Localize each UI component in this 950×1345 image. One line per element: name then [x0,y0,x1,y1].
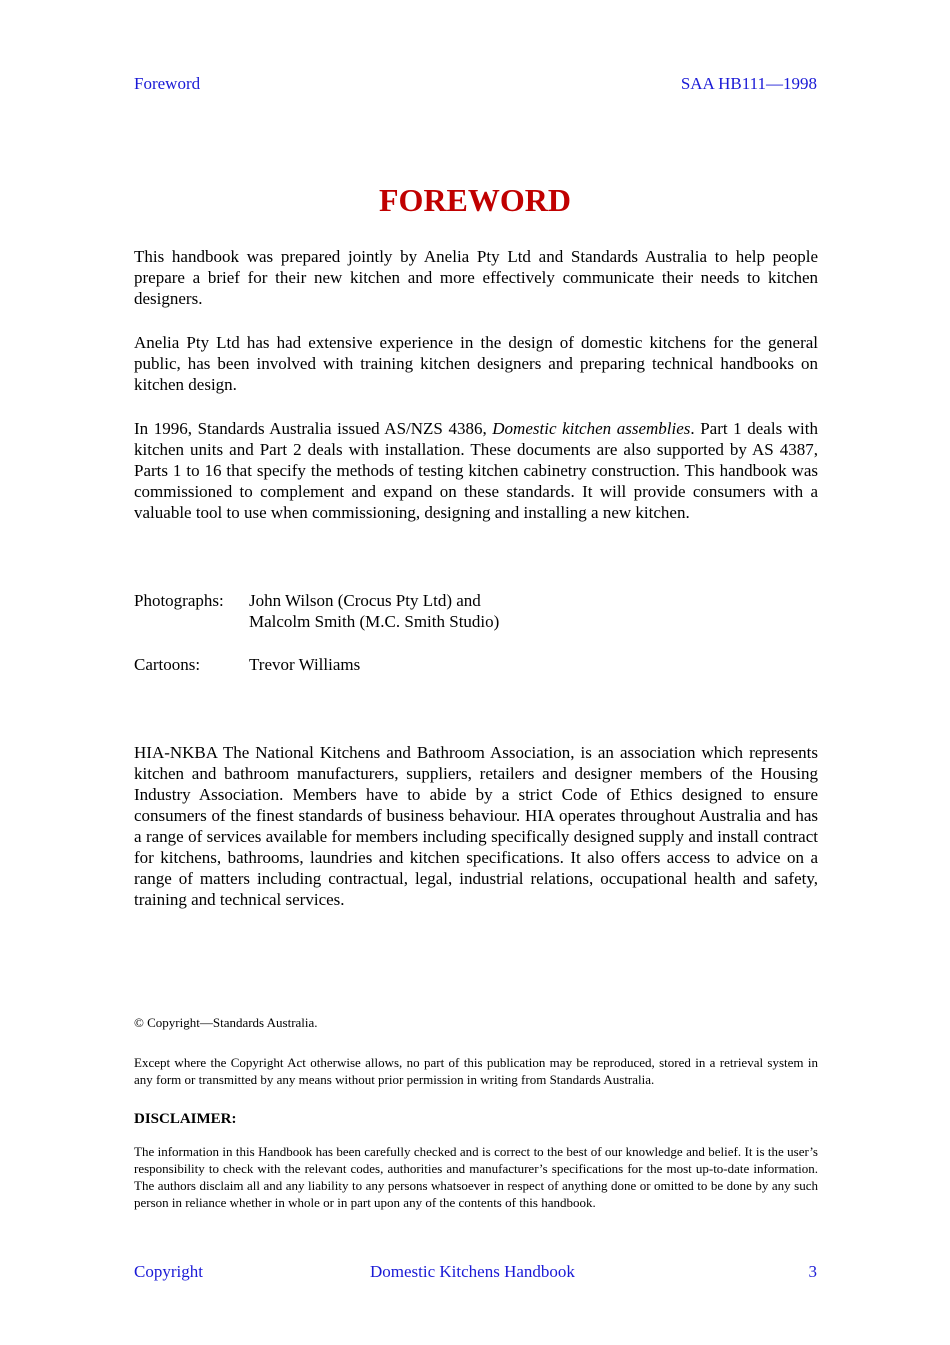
photographs-label: Photographs: [134,591,224,610]
footer-page-number-link[interactable]: 3 [808,1262,817,1281]
foreword-paragraph-1: This handbook was prepared jointly by Anelia Pty Ltd and Standards Australia to help people prepare a brief for their new kitchen and more effectively communicate their needs to kitchen designers. [134,247,818,308]
foreword-paragraph-2: Anelia Pty Ltd has had extensive experience in the design of domestic kitchens for the general public, has been involved with training kitchen designers and preparing technical handbooks on kitchen design. [134,333,818,394]
cartoons-credit [134,654,360,675]
foreword-paragraph-3 [134,418,818,523]
footer-handbook-title-link[interactable]: Domestic Kitchens Handbook [370,1262,575,1281]
hia-nkba-paragraph: HIA-NKBA The National Kitchens and Bathroom Association, is an association which represents kitchen and bathroom manufacturers, suppliers, retailers and designer members of the Housing Industry Association. Members have to abide by a strict Code of Ethics designed to ensure consumers of the finest standards of business behaviour. HIA operates throughout Australia and has a range of services available for members including specifically designed supply and install contract for kitchens, bathrooms, laundries and kitchen specifications. It also offers access to advice on a range of matters including contractual, legal, industrial relations, occupational health and safety, training and technical services. [134,743,818,909]
photographs-line-1: John Wilson (Crocus Pty Ltd) and [249,591,481,610]
disclaimer-heading: DISCLAIMER: [134,1111,237,1127]
header-foreword-link[interactable]: Foreword [134,74,201,93]
copyright-line: © Copyright—Standards Australia. [134,1015,318,1030]
photographs-line-2: Malcolm Smith (M.C. Smith Studio) [249,612,500,631]
page-title: FOREWORD [379,182,571,218]
paragraph-3-standard-title: Domestic kitchen assemblies [492,419,691,438]
photographs-value [249,590,499,632]
cartoons-label: Cartoons: [134,655,201,674]
photographs-credit [134,590,499,632]
cartoons-value: Trevor Williams [249,655,361,674]
paragraph-3-intro: In 1996, Standards Australia issued AS/NZS 4386, [134,419,493,438]
footer-copyright-link[interactable]: Copyright [134,1262,203,1281]
copyright-notice: Except where the Copyright Act otherwise allows, no part of this publication may be reproduced, stored in a retrieval system in any form or transmitted by any means without prior permission in writing from Standards Australia. [134,1055,818,1087]
disclaimer-text: The information in this Handbook has been carefully checked and is correct to the best of our knowledge and belief. It is the user’s responsibility to check with the relevant codes, authorities and manufacturer’s specifications for the most up-to-date information. The authors disclaim all and any liability to any persons whatsoever in respect of anything done or omitted to be done by any such person in reliance whether in whole or in part upon any of the contents of this handbook. [134,1144,818,1210]
header-standard-id-link[interactable]: SAA HB111—1998 [680,74,817,93]
paragraph-3-rest: . Part 1 deals with kitchen units and Part 2 deals with installation. These documents are also supported by AS 4387, Parts 1 to 16 that specify the methods of testing kitchen cabinetry construction. This handbook was commissioned to complement and expand on these standards. It will provide consumers with a valuable tool to use when commissioning, designing and installing a new kitchen. [134,419,818,522]
